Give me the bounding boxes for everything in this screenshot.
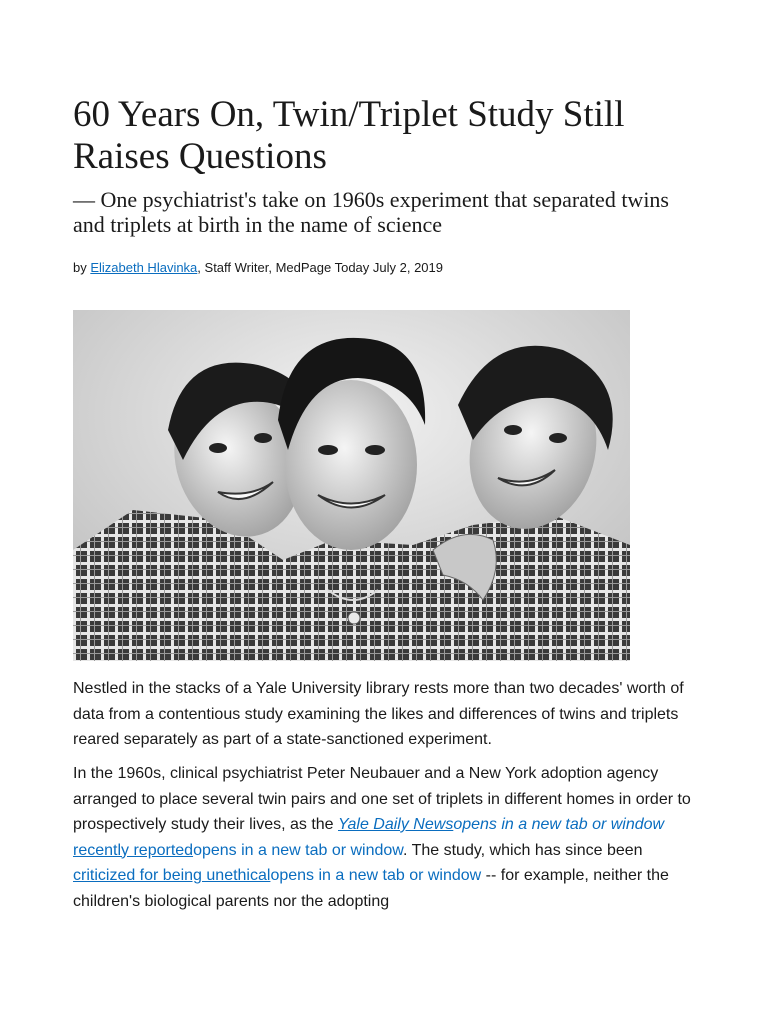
yale-daily-news-link-note[interactable]: opens in a new tab or window	[453, 816, 665, 833]
yale-daily-news-link[interactable]: Yale Daily News	[338, 816, 454, 833]
paragraph-2	[73, 761, 693, 914]
criticized-unethical-link[interactable]: criticized for being unethical	[73, 867, 271, 884]
byline-prefix: by	[73, 260, 91, 275]
recently-reported-link-note[interactable]: opens in a new tab or window	[193, 841, 403, 859]
author-link[interactable]: Elizabeth Hlavinka	[90, 260, 198, 275]
paragraph-2-text-1: In the 1960s, clinical psychiatrist Peter Neubauer and a New York adoption agency arranged to place several twin pairs and one set of triplets in different homes in order to prospectively study their lives, as the	[73, 765, 691, 833]
subheadline: — One psychiatrist's take on 1960s experiment that separated twins and triplets at birth in the name of science	[73, 187, 669, 237]
triplets-photo	[73, 310, 630, 661]
byline	[73, 259, 693, 277]
paragraph-2-text-2: . The study, which has since been	[402, 841, 643, 859]
paragraph-2-text-3: -- for example, neither the children's biological parents nor the adopting	[73, 867, 669, 910]
criticized-unethical-link-note[interactable]: opens in a new tab or window	[270, 867, 482, 884]
headline: 60 Years On, Twin/Triplet Study Still Raises Questions	[73, 94, 625, 177]
photo-of-three-smiling-young-men-in-plaid-shirts	[73, 310, 630, 661]
recently-reported-link[interactable]: recently reported	[73, 841, 194, 859]
byline-suffix: , Staff Writer, MedPage Today July 2, 2019	[197, 260, 443, 275]
paragraph-1: Nestled in the stacks of a Yale University library rests more than two decades' worth of data from a contentious study examining the likes and differences of twins and triplets reared separately as part of a state-sanctioned experiment.	[73, 680, 684, 748]
